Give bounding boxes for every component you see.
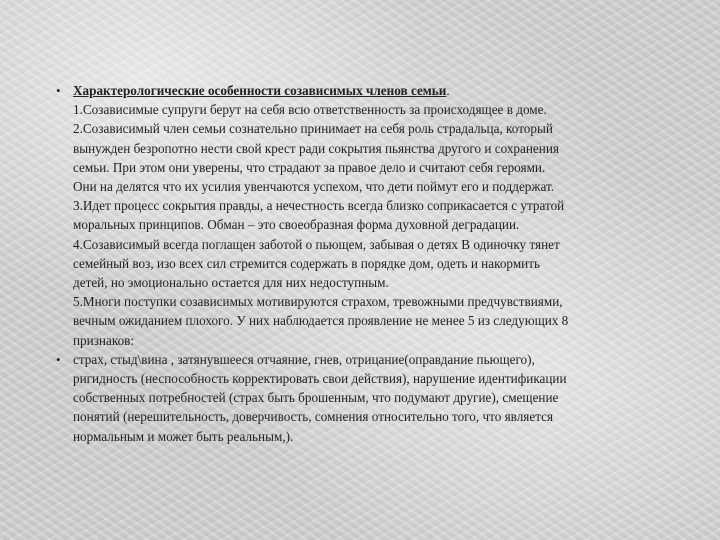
text-line: вечным ожиданием плохого. У них наблюдается проявление не менее 5 из следующих 8 <box>73 313 569 329</box>
heading-line <box>73 81 696 100</box>
text-line: моральных принципов. Обман – это своеобразная форма духовной деградации. <box>73 217 520 233</box>
text-line: 3.Идет процесс сокрытия правды, а нечестность всегда близко соприкасается с утратой <box>73 198 565 214</box>
list-item <box>56 81 696 350</box>
text-line: страх, стыд\вина , затянувшееся отчаяние, гнев, отрицание(оправдание пьющего), <box>73 351 535 367</box>
bullet-icon: • <box>56 83 61 98</box>
text-line: признаков: <box>73 332 135 348</box>
text-line: собственных потребностей (страх быть брошенным, что подумают другие), смещение <box>73 390 559 406</box>
text-line: нормальным и может быть реальным,). <box>73 428 294 444</box>
text-line: 4.Созависимый всегда поглащен заботой о пьющем, забывая о детях В одиночку тянет <box>73 236 560 252</box>
heading-suffix: . <box>446 83 450 98</box>
section-heading: Характерологические особенности созависимых членов семьи <box>73 83 447 98</box>
text-line: семейный воз, изо всех сил стремится содержать в порядке дом, одеть и накормить <box>73 255 541 271</box>
text-line: Они на делятся что их усилия увенчаются успехом, что дети поймут его и поддержат. <box>73 179 555 195</box>
text-line: ригидность (неспособность корректировать свои действия), нарушение идентификации <box>73 371 567 387</box>
text-line: детей, но эмоционально остается для них недоступным. <box>73 275 389 291</box>
text-line: понятий (нерешительность, доверчивость, сомнения относительно того, что является <box>73 409 554 425</box>
text-line: 5.Многи поступки созависимых мотивируются страхом, тревожными предчувствиями, <box>73 294 563 310</box>
text-line: семьи. При этом они уверены, что страдают за правое дело и считают себя героями. <box>73 159 546 175</box>
text-line: вынужден безропотно нести свой крест ради сокрытия пьянства другого и сохранения <box>73 140 559 156</box>
text-line: 1.Созависимые супруги берут на себя всю ответственность за происходящее в доме. <box>73 102 547 118</box>
bullet-icon: • <box>56 351 61 367</box>
bullet-list <box>56 81 696 446</box>
list-item <box>56 350 696 446</box>
text-line: 2.Созависимый член семьи сознательно принимает на себя роль страдальца, который <box>73 121 553 137</box>
